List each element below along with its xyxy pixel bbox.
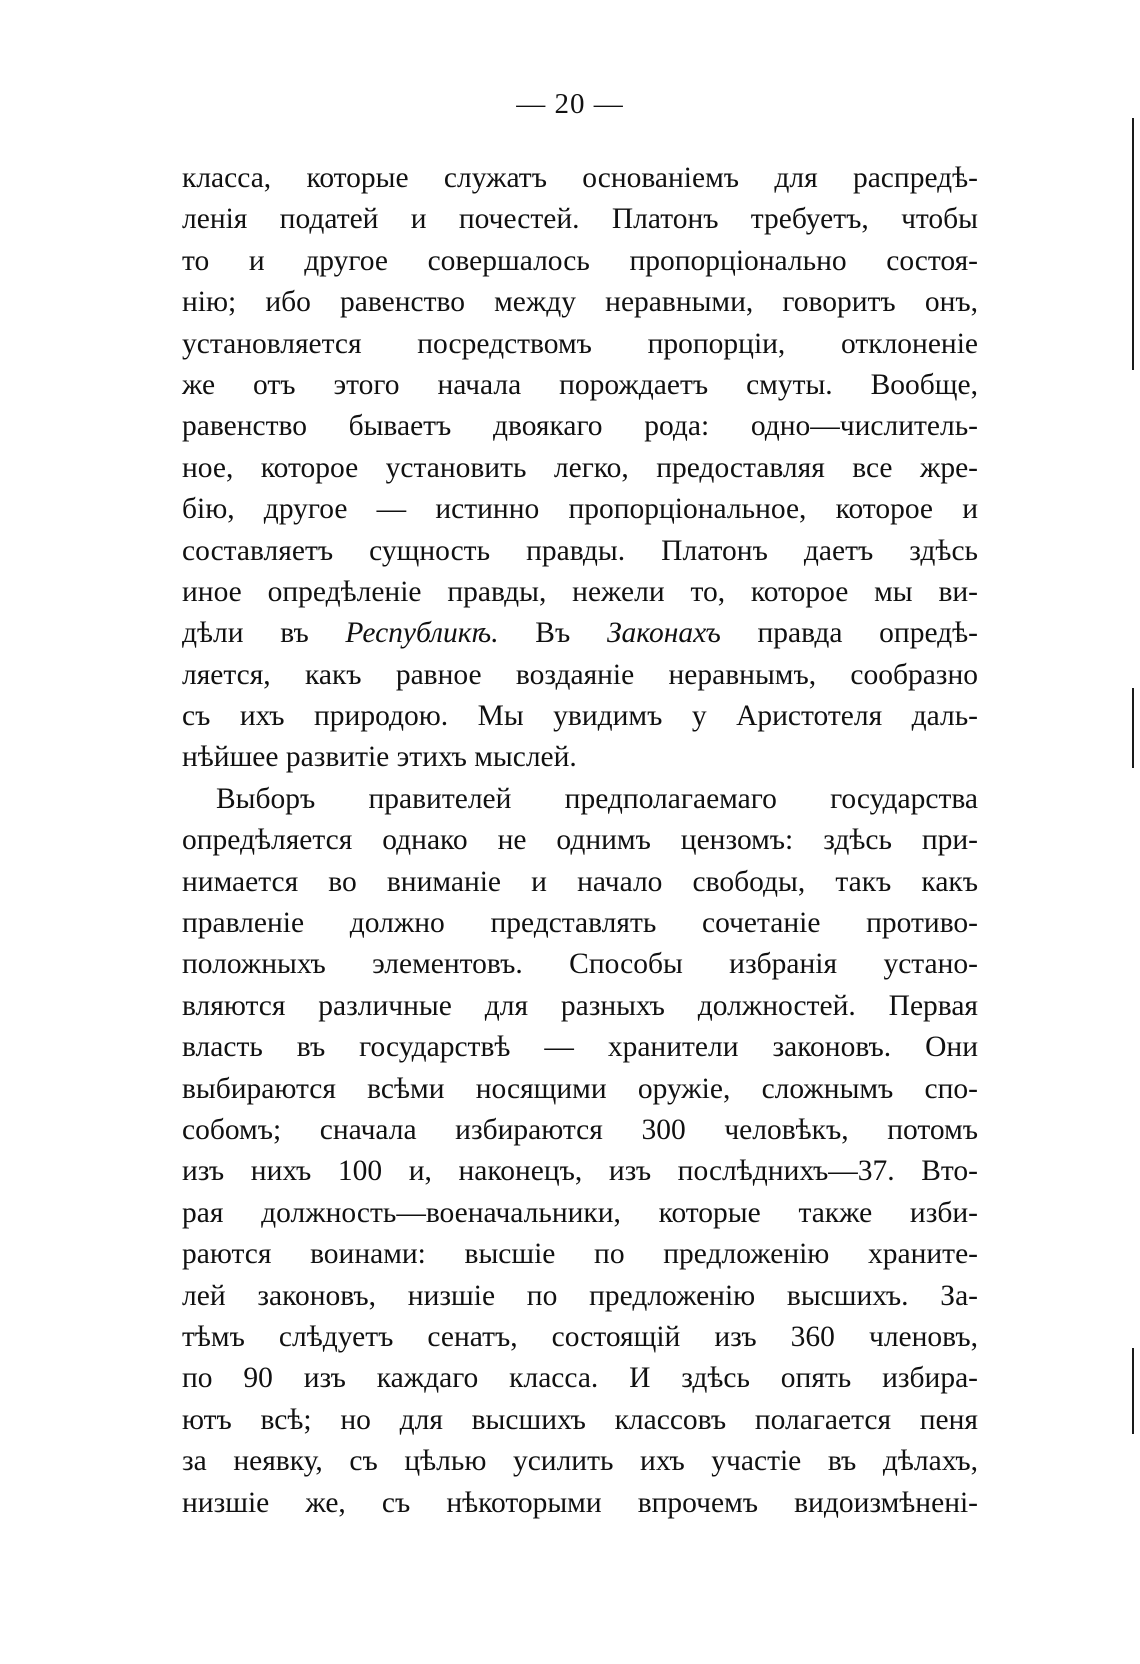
text-line: положныхъ элементовъ. Способы избранія устано-	[182, 948, 978, 981]
text-line: за неявку, съ цѣлью усилить ихъ участіе въ дѣлахъ,	[182, 1445, 978, 1478]
text-line: ленія податей и почестей. Платонъ требуетъ, чтобы	[182, 203, 978, 236]
paragraph-1	[182, 158, 978, 779]
paragraph-2	[182, 779, 978, 1524]
text-line: нѣйшее развитіе этихъ мыслей.	[182, 741, 577, 774]
text-line-with-titles	[182, 613, 978, 654]
text-line: равенство бываетъ двоякаго рода: одно—числитель-	[182, 410, 978, 443]
text-line: лей законовъ, низшіе по предложенію высшихъ. За-	[182, 1279, 978, 1312]
text-line: власть въ государствѣ — хранители законовъ. Они	[182, 1031, 978, 1064]
text-line: составляетъ сущность правды. Платонъ даетъ здѣсь	[182, 534, 978, 567]
text-line: установляется посредствомъ пропорціи, отклоненіе	[182, 327, 978, 360]
scan-edge-line	[1132, 688, 1134, 768]
text-line: выбираются всѣми носящими оружіе, сложнымъ спо-	[182, 1072, 978, 1105]
scan-edge-line	[1132, 118, 1134, 370]
text-span: правда опредѣ-	[720, 617, 978, 650]
text-line: вляются различные для разныхъ должностей. Первая	[182, 989, 978, 1022]
page-number: — 20 —	[516, 88, 624, 120]
text-line: рая должность—военачальники, которые также изби-	[182, 1196, 978, 1229]
text-line: тѣмъ слѣдуетъ сенатъ, состоящій изъ 360 членовъ,	[182, 1320, 978, 1353]
text-line: изъ нихъ 100 и, наконецъ, изъ послѣднихъ—37. Вто-	[182, 1155, 978, 1188]
text-line: класса, которые служатъ основаніемъ для распредѣ-	[182, 162, 978, 194]
text-line: съ ихъ природою. Мы увидимъ у Аристотеля даль-	[182, 700, 978, 733]
text-line: бію, другое — истинно пропорціональное, которое и	[182, 493, 978, 526]
scan-edge-line	[1132, 1348, 1134, 1434]
text-line: Выборъ правителей предполагаемаго государства	[216, 782, 978, 815]
text-line: собомъ; сначала избираются 300 человѣкъ, потомъ	[182, 1113, 978, 1146]
text-span: дѣли въ	[182, 617, 346, 650]
text-line: же отъ этого начала порождаетъ смуты. Вообще,	[182, 368, 978, 401]
text-line: ютъ всѣ; но для высшихъ классовъ полагается пеня	[182, 1403, 978, 1436]
text-line: опредѣляется однако не однимъ цензомъ: здѣсь при-	[182, 824, 978, 857]
text-line: нимается во вниманіе и начало свободы, такъ какъ	[182, 865, 978, 898]
text-span: Въ	[498, 617, 607, 650]
text-line: ляется, какъ равное воздаяніе неравнымъ, сообразно	[182, 658, 978, 691]
text-line: раются воинами: высшіе по предложенію храните-	[182, 1238, 978, 1271]
text-line: правленіе должно представлять сочетаніе противо-	[182, 907, 978, 940]
text-line: низшіе же, съ нѣкоторыми впрочемъ видоизмѣнені-	[182, 1486, 978, 1519]
work-title-republic: Республикѣ.	[345, 617, 499, 650]
text-line: нію; ибо равенство между неравными, говоритъ онъ,	[182, 286, 978, 319]
text-line: по 90 изъ каждаго класса. И здѣсь опять избира-	[182, 1362, 978, 1395]
text-line: иное опредѣленіе правды, нежели то, которое мы ви-	[182, 575, 978, 608]
work-title-laws: Законахъ	[606, 617, 721, 650]
text-line: ное, которое установить легко, предоставляя все жре-	[182, 451, 978, 484]
text-line: то и другое совершалось пропорціонально состоя-	[182, 244, 978, 277]
body-text	[182, 158, 978, 1524]
